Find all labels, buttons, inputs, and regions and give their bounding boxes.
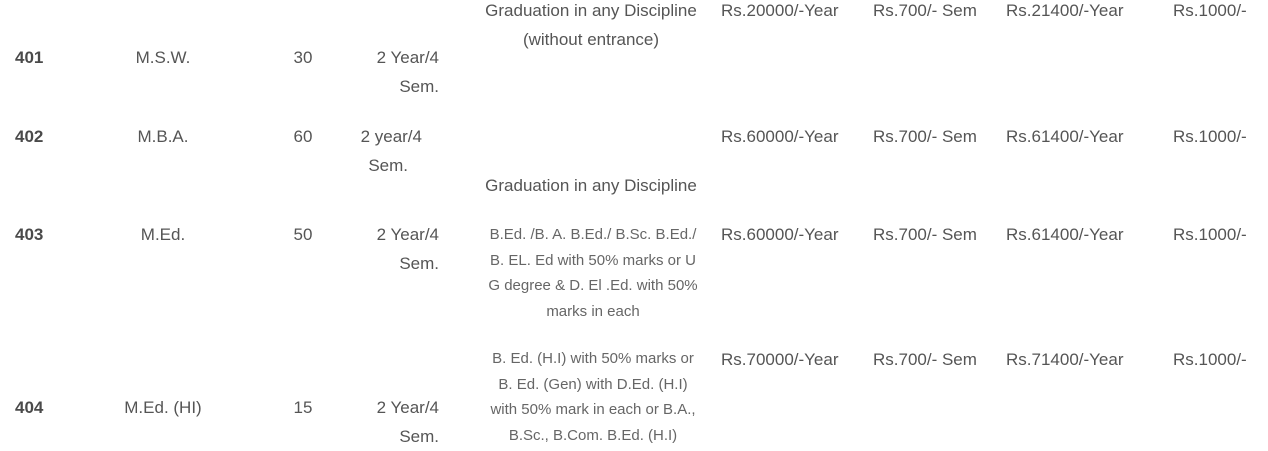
other-fee: Rs.1000/- [1173,225,1247,244]
tuition-fee: Rs.60000/-Year [721,225,839,244]
total-fee: Rs.61400/-Year [1006,127,1124,146]
course-code: 402 [15,127,44,146]
eligibility-text: B. EL. Ed with 50% marks or U [490,251,696,269]
eligibility-cell [462,0,720,54]
other-fee: Rs.1000/- [1173,1,1247,20]
exam-fee: Rs.700/- Sem [873,225,977,244]
eligibility-text: B.Ed. /B. A. B.Ed./ B.Sc. B.Ed./ [489,226,697,243]
duration-text: Sem. [399,77,439,96]
eligibility-text: G degree & D. El .Ed. with 50% [488,277,698,294]
eligibility-text: (without entrance) [522,30,660,49]
total-fee: Rs.71400/-Year [1006,350,1124,369]
duration-text: Sem. [368,156,408,175]
course-name: M.S.W. [135,48,191,67]
course-code: 404 [15,398,44,417]
eligibility-text: Graduation in any Discipline [485,1,697,20]
eligibility-text: B. Ed. (H.I) with 50% marks or [492,350,694,367]
duration-text: 2 Year/4 [376,398,439,417]
eligibility-cell [478,346,708,448]
duration [299,393,439,451]
eligibility-cell [478,222,708,324]
duration-text: 2 year/4 [360,127,422,146]
course-name: M.Ed. (HI) [124,398,202,417]
eligibility-text: B.Sc., B.Com. B.Ed. (H.I) [508,426,678,444]
seat-count: 50 [293,225,313,244]
other-fee: Rs.1000/- [1173,127,1247,146]
duration [299,43,439,101]
tuition-fee: Rs.20000/-Year [721,1,839,20]
eligibility-cell: Graduation in any Discipline [485,176,697,195]
course-name: M.B.A. [137,127,189,146]
tuition-fee: Rs.70000/-Year [721,350,839,369]
other-fee: Rs.1000/- [1173,350,1247,369]
seat-count: 60 [293,127,313,146]
duration-text: 2 Year/4 [376,48,439,67]
eligibility-text: with 50% mark in each or B.A., [490,401,696,418]
course-name: M.Ed. [140,225,186,244]
duration [299,220,439,278]
eligibility-text: marks in each [546,302,640,320]
exam-fee: Rs.700/- Sem [873,350,977,369]
duration [299,122,422,180]
tuition-fee: Rs.60000/-Year [721,127,839,146]
exam-fee: Rs.700/- Sem [873,127,977,146]
total-fee: Rs.61400/-Year [1006,225,1124,244]
eligibility-text: B. Ed. (Gen) with D.Ed. (H.I) [498,375,688,393]
course-code: 401 [15,48,44,67]
duration-text: Sem. [399,254,439,273]
total-fee: Rs.21400/-Year [1006,1,1124,20]
duration-text: 2 Year/4 [376,225,439,244]
duration-text: Sem. [399,427,439,446]
seat-count: 30 [293,48,313,67]
exam-fee: Rs.700/- Sem [873,1,977,20]
seat-count: 15 [293,398,313,417]
course-code: 403 [15,225,44,244]
